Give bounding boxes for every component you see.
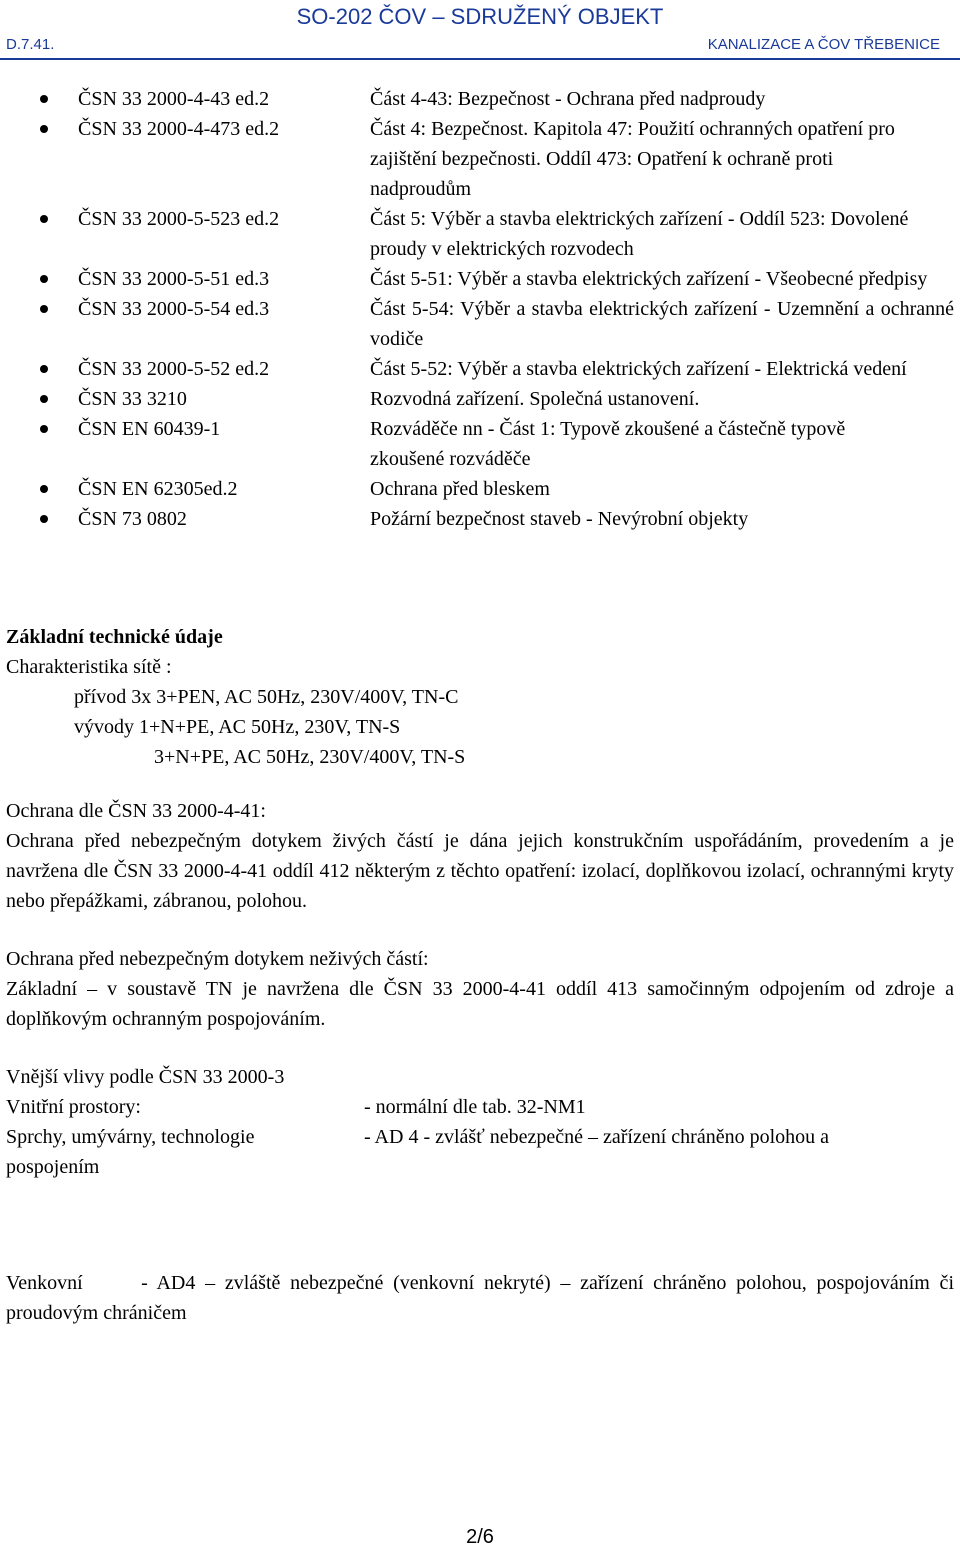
page-number: 2/6 [466,1526,494,1548]
outdoor-text: Venkovní - AD4 – zvláště nebezpečné (venkovní nekryté) – zařízení chráněno polohou, pospojováním či proudovým chráničem [6,1272,959,1324]
protection-text: Ochrana před nebezpečným dotykem živých částí je dána jejich konstrukčním uspořádáním, provedením a je navržena dle ČSN 33 2000-4-41 oddíl 412 některým z těchto opatření: izolací, doplňkovou izolací, ochrannými kryty nebo přepážkami, zábranou, polohou. [6,830,954,912]
bullet-icon [40,95,48,103]
norm-code: ČSN 33 3210 [78,388,187,410]
list-item [0,474,960,504]
norm-description: Část 5-52: Výběr a stavba elektrických zařízení - Elektrická vedení [370,358,907,380]
external-influences-heading: Vnější vlivy podle ČSN 33 2000-3 [6,1066,285,1088]
list-item [0,84,960,114]
bullet-icon [40,275,48,283]
list-item [0,384,960,414]
technical-data-heading: Základní technické údaje [6,626,223,648]
external-influences-section [6,1062,954,1182]
page-header [0,0,960,62]
outputs-spec: vývody 1+N+PE, AC 50Hz, 230V, TN-S [74,716,401,738]
supply-spec: přívod 3x 3+PEN, AC 50Hz, 230V/400V, TN-C [74,686,459,708]
outdoor-section [6,1208,959,1358]
header-divider [0,58,960,60]
bullet-icon [40,125,48,133]
header-title: SO-202 ČOV – SDRUŽENÝ OBJEKT [296,4,664,29]
norm-code: ČSN 33 2000-5-523 ed.2 [78,208,280,230]
indirect-contact-text: Základní – v soustavě TN je navržena dle ČSN 33 2000-4-41 oddíl 413 samočinným odpojením od zdroje a doplňkovým ochranným pospojováním. [6,978,954,1030]
norm-code: ČSN 33 2000-5-52 ed.2 [78,358,270,380]
showers-row [6,1122,954,1152]
technical-data-section [6,622,954,772]
protection-heading: Ochrana dle ČSN 33 2000-4-41: [6,800,266,822]
indoor-value: - normální dle tab. 32-NM1 [364,1096,586,1118]
norm-description: Požární bezpečnost staveb - Nevýrobní objekty [370,508,749,530]
project-name: KANALIZACE A ČOV TŘEBENICE [707,36,940,53]
showers-value: - AD 4 - zvlášť nebezpečné – zařízení chráněno polohou a [364,1126,830,1148]
norm-code: ČSN 33 2000-5-51 ed.3 [78,268,270,290]
indirect-contact-section [6,944,954,1034]
norm-code: ČSN EN 60439-1 [78,418,221,440]
norm-code: ČSN 73 0802 [78,508,187,530]
norm-description: Část 4-43: Bezpečnost - Ochrana před nadproudy [370,88,766,110]
norm-description: Část 5: Výběr a stavba elektrických zařízení - Oddíl 523: Dovolené proudy v elektrických rozvodech [370,208,909,260]
list-item [0,414,960,474]
norm-code: ČSN 33 2000-4-473 ed.2 [78,118,280,140]
list-item [0,294,960,354]
norm-description: Rozváděče nn - Část 1: Typově zkoušené a částečně typově zkoušené rozváděče [370,418,846,470]
bullet-icon [40,215,48,223]
protection-section [6,796,954,916]
list-item [0,504,960,534]
norm-description: Část 5-51: Výběr a stavba elektrických zařízení - Všeobecné předpisy [370,268,928,290]
norm-list [0,84,960,534]
list-item [0,114,960,204]
norm-description: Část 4: Bezpečnost. Kapitola 47: Použití ochranných opatření pro zajištění bezpečnosti. Oddíl 473: Opatření k ochraně proti nadproudům [370,118,895,200]
indoor-label: Vnitřní prostory: [6,1096,141,1118]
list-item [0,354,960,384]
indirect-contact-heading: Ochrana před nebezpečným dotykem neživých částí: [6,948,429,970]
network-label: Charakteristika sítě : [6,656,172,678]
bullet-icon [40,395,48,403]
norm-code: ČSN 33 2000-4-43 ed.2 [78,88,270,110]
norm-code: ČSN 33 2000-5-54 ed.3 [78,298,270,320]
bullet-icon [40,365,48,373]
document-code: D.7.41. [6,36,55,53]
norm-description: Rozvodná zařízení. Společná ustanovení. [370,388,700,410]
bullet-icon [40,485,48,493]
norm-description: Část 5-54: Výběr a stavba elektrických zařízení - Uzemnění a ochranné vodiče [370,298,954,350]
norm-description: Ochrana před bleskem [370,478,550,500]
list-item [0,264,960,294]
outputs-spec-3phase: 3+N+PE, AC 50Hz, 230V/400V, TN-S [154,746,466,768]
showers-continuation: pospojením [6,1156,100,1178]
showers-label: Sprchy, umývárny, technologie [6,1126,255,1148]
indoor-row [6,1092,954,1122]
list-item [0,204,960,264]
bullet-icon [40,425,48,433]
bullet-icon [40,515,48,523]
bullet-icon [40,305,48,313]
norm-code: ČSN EN 62305ed.2 [78,478,238,500]
